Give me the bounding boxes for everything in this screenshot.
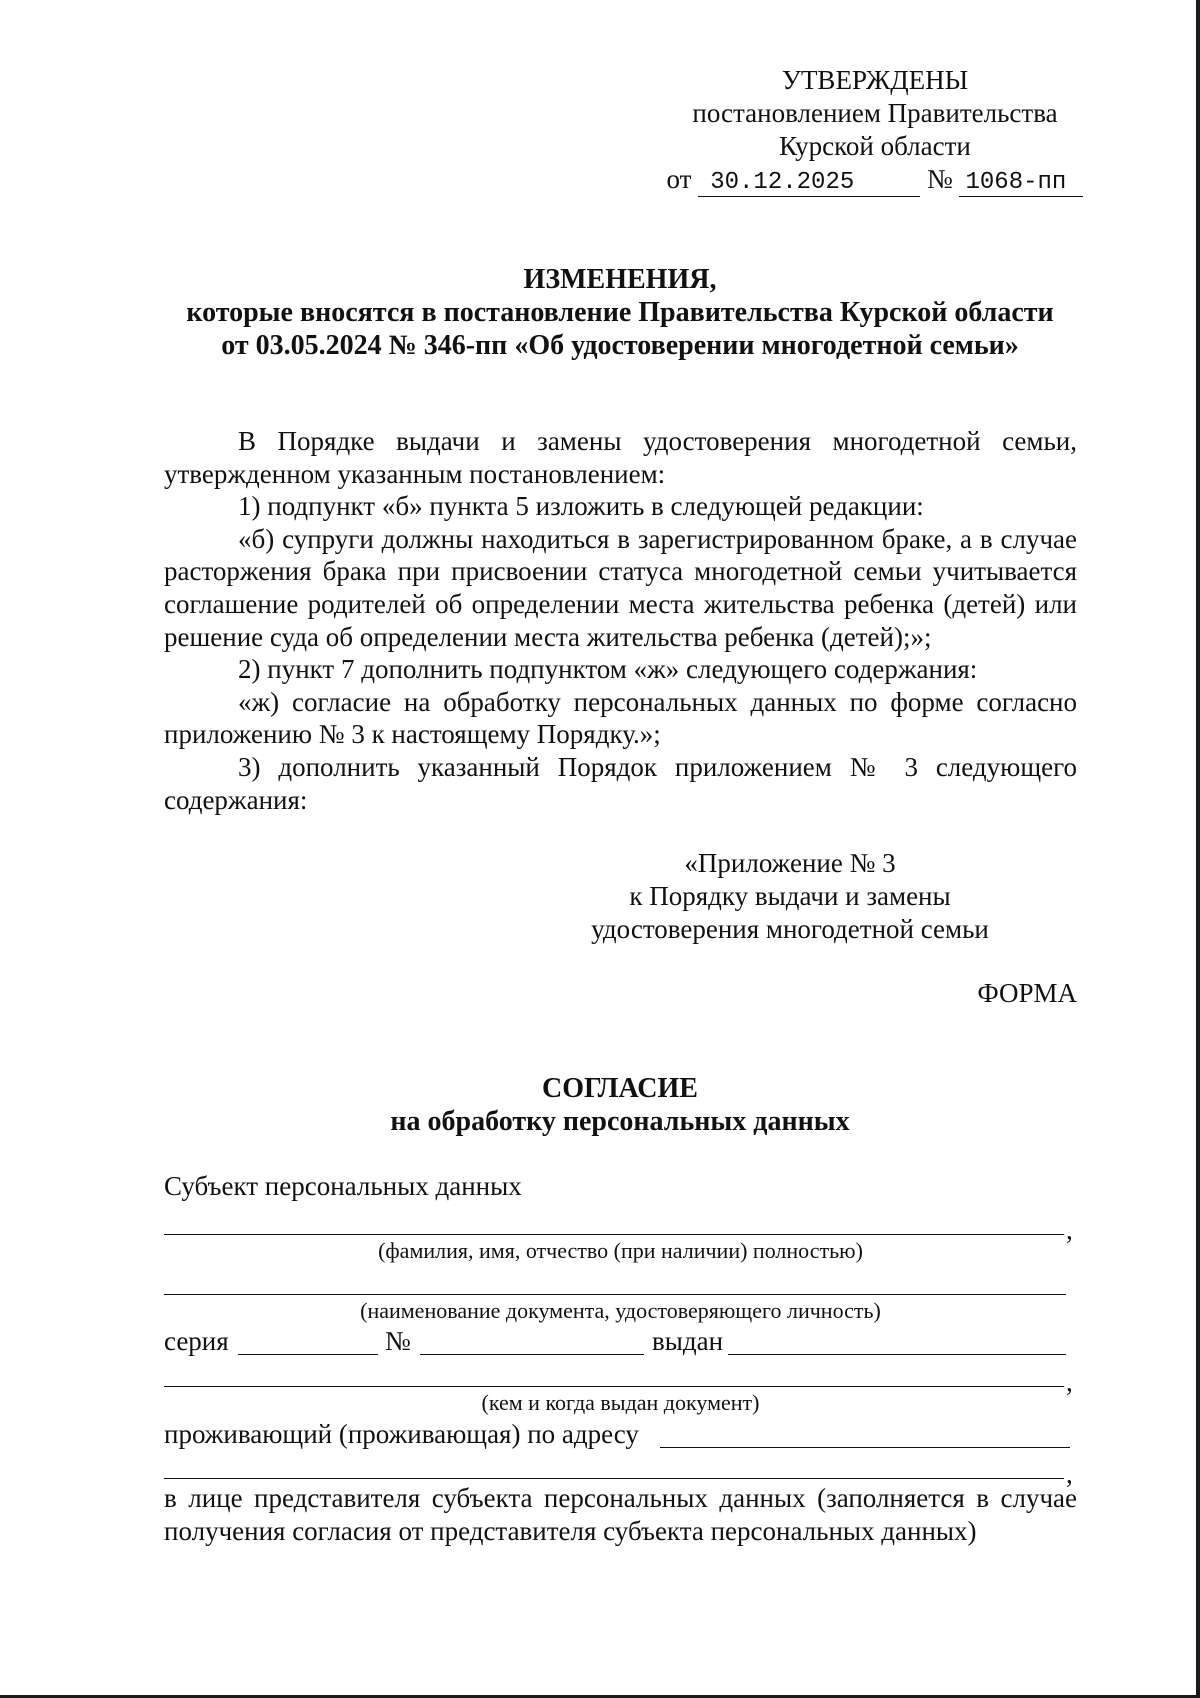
number-label: № <box>385 1326 411 1356</box>
issued-label: выдан <box>652 1326 724 1356</box>
issued-by-comma: , <box>1066 1367 1073 1397</box>
address-comma: , <box>1066 1459 1073 1489</box>
body-intro: В Порядке выдачи и замены удостоверения многодетной семьи, утвержденном указанным постановлением: <box>164 426 1077 489</box>
body-item-2-text: «ж) согласие на обработку персональных данных по форме согласно приложению № 3 к настоящему Порядку.»; <box>164 686 1077 750</box>
appendix-block <box>540 847 1040 946</box>
document-input-line[interactable] <box>164 1294 1066 1295</box>
changes-title: ИЗМЕНЕНИЯ, <box>523 264 717 295</box>
approval-heading: УТВЕРЖДЕНЫ <box>781 65 969 95</box>
document-caption: (наименование документа, удостоверяющего личность) <box>360 1298 881 1323</box>
fio-input-line[interactable] <box>164 1234 1064 1235</box>
issued-by-input-line[interactable] <box>164 1386 1064 1387</box>
consent-title-block <box>150 1072 1090 1138</box>
series-input-line[interactable] <box>238 1354 378 1355</box>
scan-edge-right <box>1196 0 1200 1698</box>
consent-subtitle: на обработку персональных данных <box>390 1106 850 1137</box>
date-prefix: от <box>666 164 692 194</box>
approval-block <box>640 64 1110 197</box>
fio-comma: , <box>1066 1215 1073 1245</box>
forma-label: ФОРМА <box>977 978 1077 1008</box>
series-label: серия <box>164 1326 229 1356</box>
body-item-1-text: «б) супруги должны находиться в зарегистрированном браке, а в случае расторжения брака при присвоении статуса многодетной семьи учитывается соглашение родителей об определении места жительства ребенка (детей) или решение суда об определении места жительства ребенка (детей);»; <box>164 523 1077 652</box>
approval-line-region: Курской области <box>779 131 971 161</box>
issued-input-line[interactable] <box>728 1354 1066 1355</box>
subject-label: Субъект персональных данных <box>164 1171 522 1201</box>
changes-subtitle-line2: от 03.05.2024 № 346-пп «Об удостоверении многодетной семьи» <box>221 330 1019 361</box>
representative-text: в лице представителя субъекта персональных данных (заполняется в случае получения согласия от представителя субъекта персональных данных) <box>164 1483 1077 1546</box>
consent-title: СОГЛАСИЕ <box>542 1073 698 1104</box>
approval-line-decree: постановлением Правительства <box>692 98 1058 128</box>
body-item-1: 1) подпункт «б» пункта 5 изложить в следующей редакции: <box>238 491 924 522</box>
address-continuation-line[interactable] <box>164 1478 1064 1479</box>
fio-caption: (фамилия, имя, отчество (при наличии) полностью) <box>378 1238 863 1263</box>
approval-number: 1068-пп <box>959 170 1083 197</box>
issued-caption: (кем и когда выдан документ) <box>481 1390 760 1415</box>
number-prefix: № <box>926 164 953 194</box>
changes-subtitle-line1: которые вносятся в постановление Правительства Курской области <box>186 297 1054 328</box>
changes-title-block <box>150 263 1090 362</box>
body-item-2: 2) пункт 7 дополнить подпунктом «ж» следующего содержания: <box>238 654 978 685</box>
address-input-line[interactable] <box>660 1447 1070 1448</box>
appendix-line2: к Порядку выдачи и замены <box>629 881 951 911</box>
body-item-3: 3) дополнить указанный Порядок приложением № 3 следующего содержания: <box>164 751 1077 815</box>
number-input-line[interactable] <box>420 1354 644 1355</box>
appendix-line3: удостоверения многодетной семьи <box>591 914 989 944</box>
approval-date-line <box>640 163 1110 197</box>
approval-date: 30.12.2025 <box>698 170 920 197</box>
address-label: проживающий (проживающая) по адресу <box>164 1419 639 1449</box>
appendix-line1: «Приложение № 3 <box>684 848 896 878</box>
body-text <box>164 425 1077 816</box>
